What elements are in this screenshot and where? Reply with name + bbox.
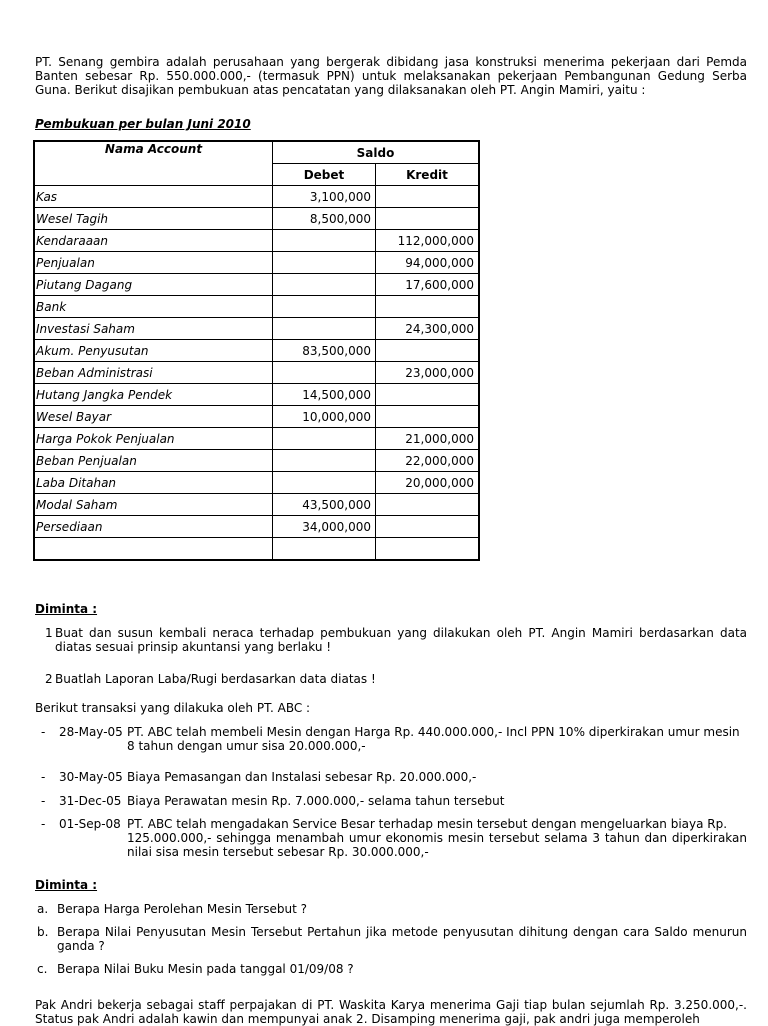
kredit-cell: 112,000,000 (376, 230, 480, 252)
col-header-debet: Debet (273, 164, 376, 186)
account-name-cell: Harga Pokok Penjualan (34, 428, 273, 450)
debet-cell (273, 428, 376, 450)
account-name-cell: Persediaan (34, 516, 273, 538)
table-row (34, 494, 479, 516)
kredit-cell: 20,000,000 (376, 472, 480, 494)
kredit-cell: 94,000,000 (376, 252, 480, 274)
bullet-dash: - (41, 817, 46, 831)
diminta-heading-1: Diminta : (35, 602, 98, 616)
transaction-date: 01-Sep-08 (59, 817, 121, 831)
table-row (34, 406, 479, 428)
kredit-cell (376, 208, 480, 230)
question-text: Berapa Nilai Penyusutan Mesin Tersebut Pertahun jika metode penyusutan dihitung dengan cara Saldo menurun ganda ? (57, 925, 747, 953)
transaction-text: Biaya Perawatan mesin Rp. 7.000.000,- selama tahun tersebut (127, 794, 505, 808)
table-row (34, 472, 479, 494)
table-row (34, 230, 479, 252)
kredit-cell (376, 406, 480, 428)
table-row (34, 296, 479, 318)
kredit-cell: 21,000,000 (376, 428, 480, 450)
debet-cell (273, 252, 376, 274)
account-name-cell: Penjualan (34, 252, 273, 274)
debet-cell: 83,500,000 (273, 340, 376, 362)
account-name-cell: Wesel Bayar (34, 406, 273, 428)
debet-cell (273, 472, 376, 494)
debet-cell (273, 230, 376, 252)
kredit-cell: 23,000,000 (376, 362, 480, 384)
question-letter: c. (37, 962, 48, 976)
table-row (34, 450, 479, 472)
table-row (34, 384, 479, 406)
account-name-cell: Akum. Penyusutan (34, 340, 273, 362)
bullet-dash: - (41, 725, 46, 739)
account-name-cell: Bank (34, 296, 273, 318)
debet-cell (273, 318, 376, 340)
account-name-cell: Hutang Jangka Pendek (34, 384, 273, 406)
list-number: 1 (45, 626, 53, 640)
kredit-cell (376, 516, 480, 538)
bottom-paragraph: Pak Andri bekerja sebagai staff perpajakan di PT. Waskita Karya menerima Gaji tiap bulan sejumlah Rp. 3.250.000,-. Status pak Andri adalah kawin dan mempunyai anak 2. Disamping menerima gaji, pak andri juga memperoleh (35, 998, 747, 1026)
diminta-heading-2: Diminta : (35, 878, 98, 892)
debet-cell: 3,100,000 (273, 186, 376, 208)
table-row (34, 252, 479, 274)
account-name-cell: Modal Saham (34, 494, 273, 516)
col-header-kredit: Kredit (376, 164, 480, 186)
debet-cell: 10,000,000 (273, 406, 376, 428)
account-name-cell: Kendaraaan (34, 230, 273, 252)
table-row (34, 186, 479, 208)
transaction-text: PT. ABC telah mengadakan Service Besar terhadap mesin tersebut dengan mengeluarkan biaya Rp. (127, 817, 728, 831)
account-name-cell: Piutang Dagang (34, 274, 273, 296)
table-row (34, 274, 479, 296)
account-name-cell: Wesel Tagih (34, 208, 273, 230)
list-text: Buat dan susun kembali neraca terhadap pembukuan yang dilakukan oleh PT. Angin Mamiri berdasarkan data diatas sesuai prinsip akuntansi yang berlaku ! (55, 626, 747, 654)
list-item (35, 672, 747, 686)
transaction-text: PT. ABC telah membeli Mesin dengan Harga Rp. 440.000.000,- Incl PPN 10% diperkirakan umur mesin (127, 725, 740, 739)
kredit-cell (376, 340, 480, 362)
table-row (34, 208, 479, 230)
col-header-nama-account: Nama Account (34, 141, 273, 186)
kredit-cell (376, 494, 480, 516)
debet-cell (273, 296, 376, 318)
table-row (34, 362, 479, 384)
table-row (34, 428, 479, 450)
bullet-dash: - (41, 770, 46, 784)
debet-cell: 14,500,000 (273, 384, 376, 406)
debet-cell: 8,500,000 (273, 208, 376, 230)
kredit-cell (376, 186, 480, 208)
transaction-date: 31-Dec-05 (59, 794, 122, 808)
transaksi-intro: Berikut transaksi yang dilakuka oleh PT. ABC : (35, 701, 311, 715)
kredit-cell: 17,600,000 (376, 274, 480, 296)
debet-cell (273, 538, 376, 561)
debet-cell: 34,000,000 (273, 516, 376, 538)
question-letter: b. (37, 925, 49, 939)
account-name-cell: Laba Ditahan (34, 472, 273, 494)
bullet-dash: - (41, 794, 46, 808)
intro-paragraph: PT. Senang gembira adalah perusahaan yang bergerak dibidang jasa konstruksi menerima pekerjaan dari Pemda Banten sebesar Rp. 550.000.000,- (termasuk PPN) untuk melaksanakan pekerjaan Pembangunan Gedung Serba Guna. Berikut disajikan pembukuan atas pencatatan yang dilaksanakan oleh PT. Angin Mamiri, yaitu : (35, 55, 747, 97)
ledger-table (33, 140, 480, 561)
transaction-text-cont: 8 tahun dengan umur sisa 20.000.000,- (127, 739, 366, 753)
debet-cell (273, 274, 376, 296)
table-row (34, 516, 479, 538)
kredit-cell: 22,000,000 (376, 450, 480, 472)
account-name-cell: Beban Penjualan (34, 450, 273, 472)
account-name-cell: Kas (34, 186, 273, 208)
transaction-date: 30-May-05 (59, 770, 123, 784)
transaction-text-cont: 125.000.000,- sehingga menambah umur ekonomis mesin tersebut selama 3 tahun dan diperkirakan nilai sisa mesin tersebut sebesar Rp. 30.000.000,- (127, 831, 747, 859)
account-name-cell: Investasi Saham (34, 318, 273, 340)
debet-cell (273, 450, 376, 472)
ledger-body (34, 186, 479, 561)
list-item (35, 626, 747, 654)
account-name-cell: Beban Administrasi (34, 362, 273, 384)
ledger-heading: Pembukuan per bulan Juni 2010 (35, 117, 251, 131)
transaction-text: Biaya Pemasangan dan Instalasi sebesar Rp. 20.000.000,- (127, 770, 477, 784)
kredit-cell (376, 538, 480, 561)
kredit-cell (376, 384, 480, 406)
list-text: Buatlah Laporan Laba/Rugi berdasarkan data diatas ! (55, 672, 376, 686)
debet-cell (273, 362, 376, 384)
list-number: 2 (45, 672, 53, 686)
question-text: Berapa Nilai Buku Mesin pada tanggal 01/09/08 ? (57, 962, 354, 976)
account-name-cell (34, 538, 273, 561)
kredit-cell: 24,300,000 (376, 318, 480, 340)
table-row (34, 318, 479, 340)
kredit-cell (376, 296, 480, 318)
question-text: Berapa Harga Perolehan Mesin Tersebut ? (57, 902, 307, 916)
debet-cell: 43,500,000 (273, 494, 376, 516)
question-letter: a. (37, 902, 49, 916)
table-row (34, 538, 479, 561)
col-header-saldo: Saldo (273, 141, 480, 164)
transaction-date: 28-May-05 (59, 725, 123, 739)
table-row (34, 340, 479, 362)
